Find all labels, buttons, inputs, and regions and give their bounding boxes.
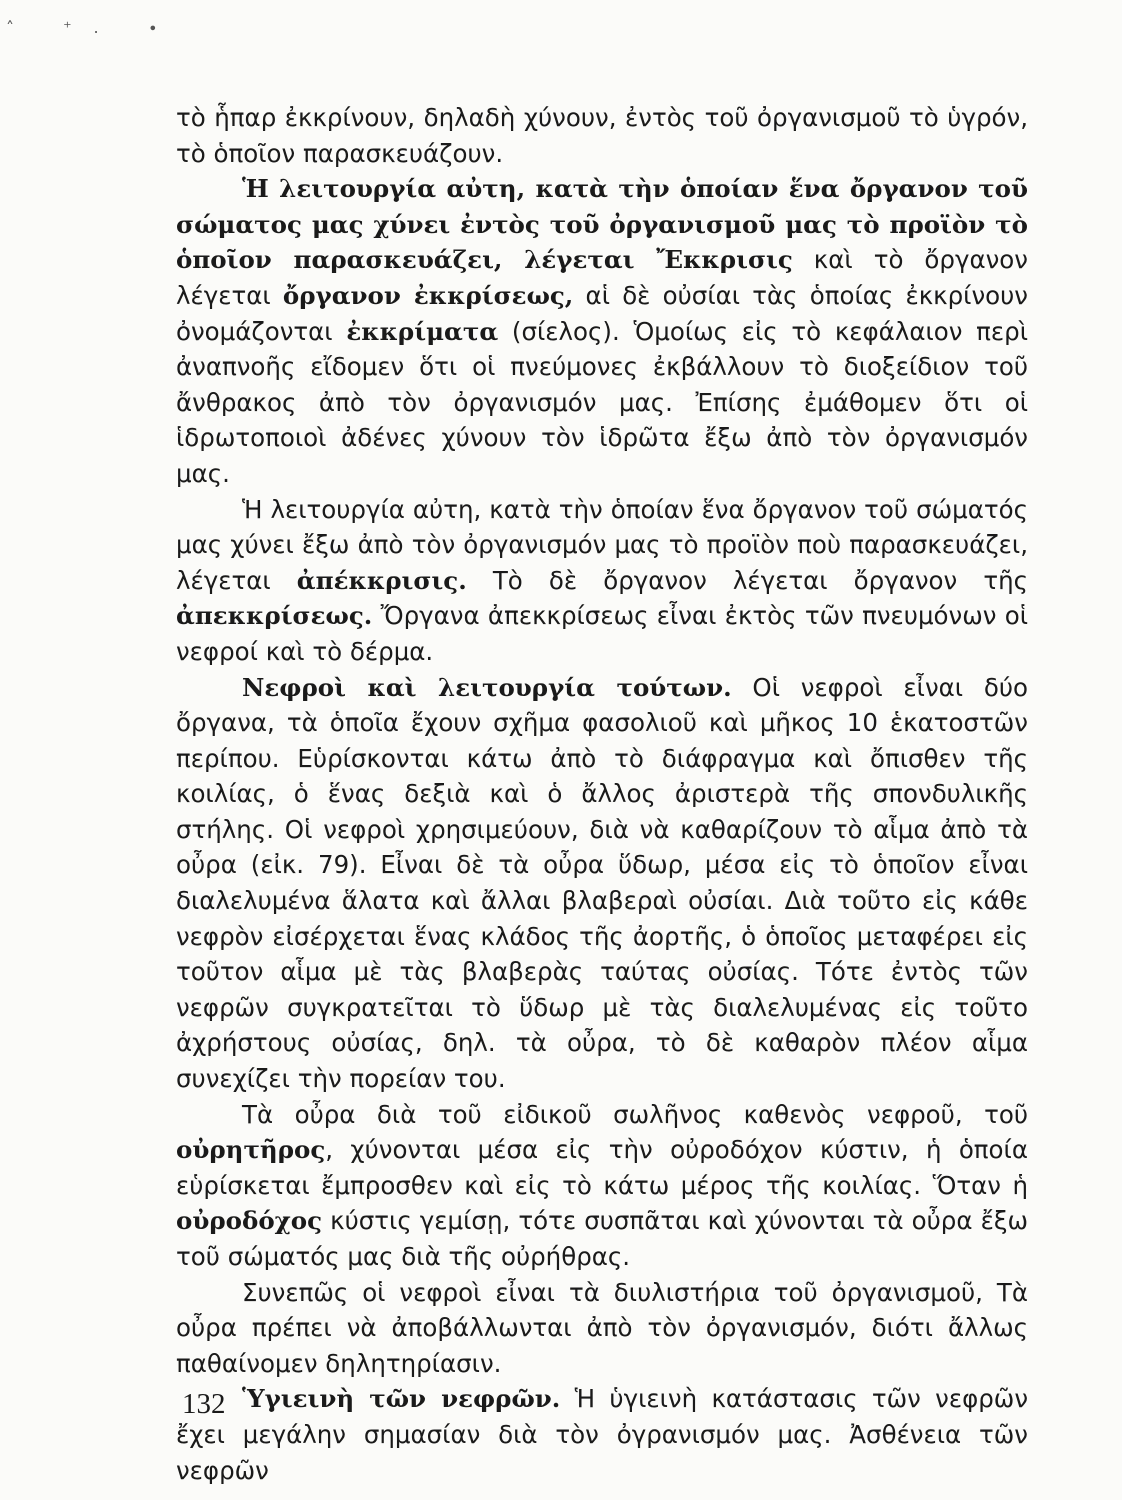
text-run: τὸ ἧπαρ ἐκκρίνουν, δηλαδὴ χύνουν, ἐντὸς τοῦ ὀργανισμοῦ τὸ ὑγρόν, τὸ ὁποῖον παρασκευάζουν. xyxy=(176,103,1028,168)
bold-run: ἀπέκκρισις. xyxy=(296,565,467,595)
paragraph-4 xyxy=(176,670,1028,1097)
text-run: αἱ δὲ οὐσίαι τὰς ὁποίας ἐκκρίνουν ὀνομάζονται xyxy=(176,280,1028,346)
bold-run: οὐρητῆρος xyxy=(176,1135,326,1165)
bold-run: Ἡ λειτουργία αὐτη, κατὰ τὴν ὁποίαν ἕνα ὄργανον τοῦ σώματος μας χύνει ἐντὸς τοῦ ὀργανισμοῦ μας τὸ προϊὸν τὸ ὁποῖον παρασκευάζει, λέγεται Ἔκκρισις xyxy=(176,174,1028,275)
text-run: κύστις γεμίσῃ, τότε συσπᾶται καὶ χύνονται τὰ οὖρα ἔξω τοῦ σώματός μας διὰ τῆς οὐρήθρας. xyxy=(176,1206,1028,1271)
paragraph-7 xyxy=(176,1381,1028,1488)
text-run: καὶ τὸ ὄργανον λέγεται xyxy=(176,245,1028,310)
bold-run: ἀπεκκρίσεως. xyxy=(176,601,373,631)
page-number: 132 xyxy=(182,1388,226,1420)
paragraph-6 xyxy=(176,1275,1028,1382)
paragraph-2 xyxy=(176,171,1028,491)
paragraph-5 xyxy=(176,1097,1028,1275)
text-run: (σίελος). Ὁμοίως εἰς τὸ κεφάλαιον περὶ ἀναπνοῆς εἴδομεν ὅτι οἱ πνεύμονες ἐκβάλλουν τὸ διοξείδιον τοῦ ἄνθρακος ἀπὸ τὸν ὀργανισμόν μας. Ἐπίσης ἐμάθομεν ὅτι οἱ ἱδρωτοποιοὶ ἀδένες χύνουν τὸν ἱδρῶτα ἔξω ἀπὸ τὸν ὀργανισμόν μας. xyxy=(176,316,1028,488)
text-run: Ἡ ὑγιεινὴ κατάστασις τῶν νεφρῶν ἔχει μεγάλην σημασίαν διὰ τὸν ὀγρανισμόν μας. Ἀσθένεια τῶν νεφρῶν xyxy=(176,1384,1029,1485)
section-heading: Νεφροὶ καὶ λειτουργία τούτων. xyxy=(242,672,732,702)
text-run: Τὸ δὲ ὄργανον λέγεται ὄργανον τῆς xyxy=(466,565,1028,595)
bold-run: ἐκκρίματα xyxy=(346,316,499,346)
section-heading: Ὑγιεινὴ τῶν νεφρῶν. xyxy=(242,1384,561,1414)
paragraph-1 xyxy=(176,100,1028,171)
text-run: Συνεπῶς οἱ νεφροὶ εἶναι τὰ διυλιστήρια τοῦ ὀργανισμοῦ, Τὰ οὖρα πρέπει νὰ ἀποβάλλωνται ἀπὸ τὸν ὀργανισμόν, διότι ἄλλως παθαίνομεν δηλητηρίασιν. xyxy=(176,1277,1028,1378)
bold-run: οὐροδόχος xyxy=(176,1206,323,1236)
bold-run: ὄργανον ἐκκρίσεως, xyxy=(282,280,574,310)
text-run: Ὄργανα ἀπεκκρίσεως εἶναι ἐκτὸς τῶν πνευμόνων οἱ νεφροί καὶ τὸ δέρμα. xyxy=(176,601,1028,666)
text-run: Οἱ νεφροὶ εἶναι δύο ὄργανα, τὰ ὁποῖα ἔχουν σχῆμα φασολιοῦ καὶ μῆκος 10 ἑκατοστῶν περίπου. Εὑρίσκονται κάτω ἀπὸ τὸ διάφραγμα καὶ ὄπισθεν τῆς κοιλίας, ὁ ἕνας δεξιὰ καὶ ὁ ἄλλος ἀριστερὰ τῆς σπονδυλικῆς στήλης. Οἱ νεφροὶ χρησιμεύουν, διὰ νὰ καθαρίζουν τὸ αἷμα ἀπὸ τὰ οὖρα (εἰκ. 79). Εἶναι δὲ τὰ οὖρα ὕδωρ, μέσα εἰς τὸ ὁποῖον εἶναι διαλελυμένα ἅλατα καὶ ἄλλαι βλαβεραὶ οὐσίαι. Διὰ τοῦτο εἰς κάθε νεφρὸν εἰσέρχεται ἕνας κλάδος τῆς ἀορτῆς, ὁ ὁποῖος μεταφέρει εἰς τοῦτον αἷμα μὲ τὰς βλαβερὰς ταύτας οὐσίας. Τότε ἐντὸς τῶν νεφρῶν συγκρατεῖται τὸ ὕδωρ μὲ τὰς διαλελυμένας εἰς τοῦτο ἀχρήστους οὐσίας, δηλ. τὰ οὖρα, τὸ δὲ καθαρὸν πλέον αἷμα συνεχίζει τὴν πορείαν του. xyxy=(176,672,1029,1094)
scan-marks: ˄ ⁺. ∙ xyxy=(6,18,180,37)
text-run: Τὰ οὖρα διὰ τοῦ εἰδικοῦ σωλῆνος καθενὸς νεφροῦ, τοῦ xyxy=(242,1099,1028,1129)
paragraph-3 xyxy=(176,492,1028,670)
text-run: , χύνονται μέσα εἰς τὴν οὐροδόχον κύστιν, ἡ ὁποία εὑρίσκεται ἔμπροσθεν καὶ εἰς τὸ κάτω μέρος τῆς κοιλίας. Ὅταν ἡ xyxy=(176,1135,1028,1200)
body-text xyxy=(176,100,1028,1488)
text-run: Ἡ λειτουργία αὐτη, κατὰ τὴν ὁποίαν ἕνα ὄργανον τοῦ σώματός μας χύνει ἔξω ἀπὸ τὸν ὀργανισμόν μας τὸ προϊὸν ποὺ παρασκευάζει, λέγεται xyxy=(176,494,1028,595)
